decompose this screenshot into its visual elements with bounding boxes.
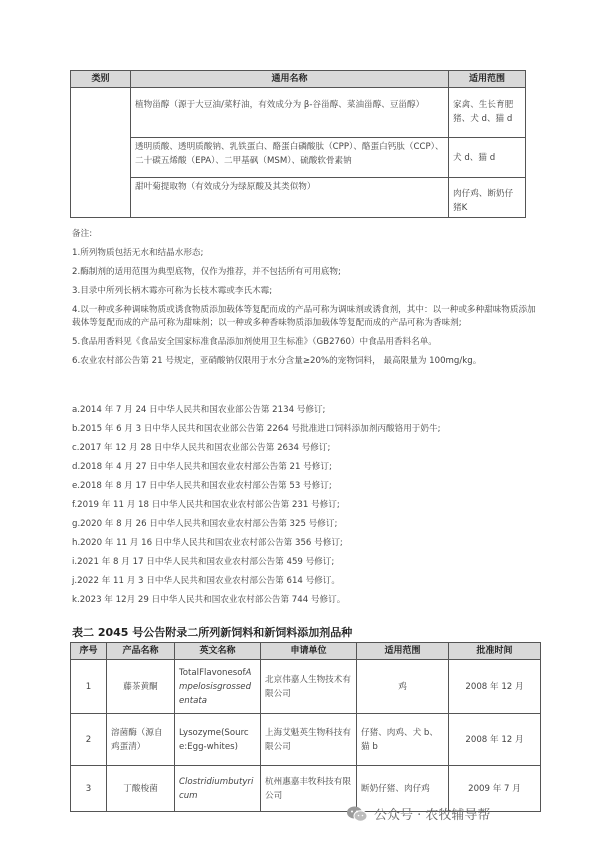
table-row (71, 660, 541, 714)
applicant-cell: 杭州惠嘉丰牧科技有限公司 (261, 766, 357, 812)
amendment-item: d.2018 年 4 月 27 日中华人民共和国农业农村部公告第 21 号修订; (72, 462, 332, 472)
amendment-item: b.2015 年 6 月 3 日中华人民共和国农业部公告第 2264 号批准进口饲料添加剂丙酸铬用于奶牛; (72, 424, 441, 434)
amendment-item: h.2020 年 11 月 16 日中华人民共和国农业农村部公告第 356 号修订; (72, 538, 343, 548)
category-cell (71, 88, 131, 218)
english-cell (175, 766, 261, 812)
date-cell: 2009 年 7 月 (449, 766, 541, 812)
additive-table (70, 70, 526, 218)
no-cell: 2 (71, 714, 107, 766)
product-cell: 溶菌酶（源自鸡蛋清） (107, 714, 175, 766)
scope-cell: 鸡 (357, 660, 449, 714)
notes-title: 备注: (72, 229, 93, 239)
no-cell: 3 (71, 766, 107, 812)
english-italic: Ampelosisgrossedentata (179, 667, 252, 706)
english-cell (175, 660, 261, 714)
header-product: 产品名称 (107, 643, 175, 660)
header-category: 类别 (71, 71, 131, 88)
english-plain: TotalFlavonesof (179, 667, 246, 678)
wechat-icon (346, 805, 368, 823)
amendment-item: k.2023 年 12月 29 日中华人民共和国农业农村部公告第 744 号修订。 (72, 595, 346, 605)
note-item: 1.所列物质包括无水和结晶水形态; (72, 248, 204, 258)
amendment-list (72, 404, 542, 613)
scope-cell: 犬 d、猫 d (449, 138, 526, 178)
header-name: 通用名称 (131, 71, 449, 88)
amendment-item: c.2017 年 12 月 28 日中华人民共和国农业部公告第 2634 号修订; (72, 443, 331, 453)
amendment-item: f.2019 年 11 月 18 日中华人民共和国农业农村部公告第 231 号修订; (72, 500, 340, 510)
header-scope: 适用范围 (449, 71, 526, 88)
table2-title: 表二 2045 号公告附录二所列新饲料和新饲料添加剂品种 (72, 626, 353, 639)
table-header-row (71, 71, 526, 88)
scope-cell: 仔猪、肉鸡、犬 b、猫 b (357, 714, 449, 766)
date-cell: 2008 年 12 月 (449, 660, 541, 714)
header-no: 序号 (71, 643, 107, 660)
notes-section (72, 228, 542, 368)
watermark-text: 公众号 · 农牧辅导帮 (374, 808, 491, 823)
watermark (346, 804, 490, 823)
amendment-item: a.2014 年 7 月 24 日中华人民共和国农业部公告第 2134 号修订; (72, 405, 326, 415)
name-cell: 透明质酸、透明质酸钠、乳铁蛋白、酪蛋白磷酸肽（CPP）、酪蛋白钙肽（CCP）、二十碳五烯酸（EPA）、二甲基砜（MSM）、硫酸软骨素钠 (131, 138, 449, 178)
scope-cell: 肉仔鸡、断奶仔猪K (449, 178, 526, 218)
header-english: 英文名称 (175, 643, 261, 660)
no-cell: 1 (71, 660, 107, 714)
name-cell: 甜叶菊提取物（有效成分为绿原酸及其类似物） (131, 178, 449, 218)
product-cell: 藤茶黄酮 (107, 660, 175, 714)
name-cell: 植物甾醇（源于大豆油/菜籽油，有效成分为 β-谷甾醇、菜油甾醇、豆甾醇） (131, 88, 449, 138)
english-cell (175, 714, 261, 766)
applicant-cell: 北京伟嘉人生物技术有限公司 (261, 660, 357, 714)
note-item: 6.农业农村部公告第 21 号规定，亚硝酸钠仅限用于水分含量≥20%的宠物饲料， 最高限量为 100mg/kg。 (72, 356, 482, 366)
date-cell: 2008 年 12 月 (449, 714, 541, 766)
amendment-item: i.2021 年 8 月 17 日中华人民共和国农业农村部公告第 459 号修订; (72, 557, 335, 567)
english-italic: Clostridiumbutyricum (179, 776, 254, 801)
note-item: 5.食品用香料见《食品安全国家标准食品添加剂使用卫生标准》（GB2760）中食品用香料名单。 (72, 337, 437, 347)
header-scope: 适用范围 (357, 643, 449, 660)
note-item: 3.目录中所列长柄木霉亦可称为长枝木霉或李氏木霉; (72, 286, 273, 296)
amendment-item: g.2020 年 8 月 26 日中华人民共和国农业农村部公告第 325 号修订; (72, 519, 338, 529)
note-item: 4.以一种或多种调味物质或诱食物质添加载体等复配而成的产品可称为调味剂或诱食剂，其中：以一种或多种甜味物质添加载体等复配而成的产品可称为甜味剂；以一种或多种香味物质添加载体等复配而成的产品可称为香味剂; (72, 305, 536, 328)
table-row (71, 714, 541, 766)
header-date: 批准时间 (449, 643, 541, 660)
scope-cell: 家禽、生长育肥猪、犬 d、猫 d (449, 88, 526, 138)
table-row (71, 178, 526, 218)
amendment-item: e.2018 年 8 月 17 日中华人民共和国农业农村部公告第 53 号修订; (72, 481, 332, 491)
amendment-item: j.2022 年 11 月 3 日中华人民共和国农业农村部公告第 614 号修订。 (72, 576, 340, 586)
english-plain: Lysozyme(Source:Egg-whites) (179, 727, 249, 752)
new-feed-table (70, 642, 541, 812)
applicant-cell: 上海艾魁英生物科技有限公司 (261, 714, 357, 766)
header-applicant: 申请单位 (261, 643, 357, 660)
table-row (71, 88, 526, 138)
scope-cell: 断奶仔猪、肉仔鸡 (357, 766, 449, 812)
note-item: 2.酶制剂的适用范围为典型底物，仅作为推荐，并不包括所有可用底物; (72, 267, 341, 277)
table-header-row (71, 643, 541, 660)
table-row (71, 138, 526, 178)
product-cell: 丁酸梭菌 (107, 766, 175, 812)
